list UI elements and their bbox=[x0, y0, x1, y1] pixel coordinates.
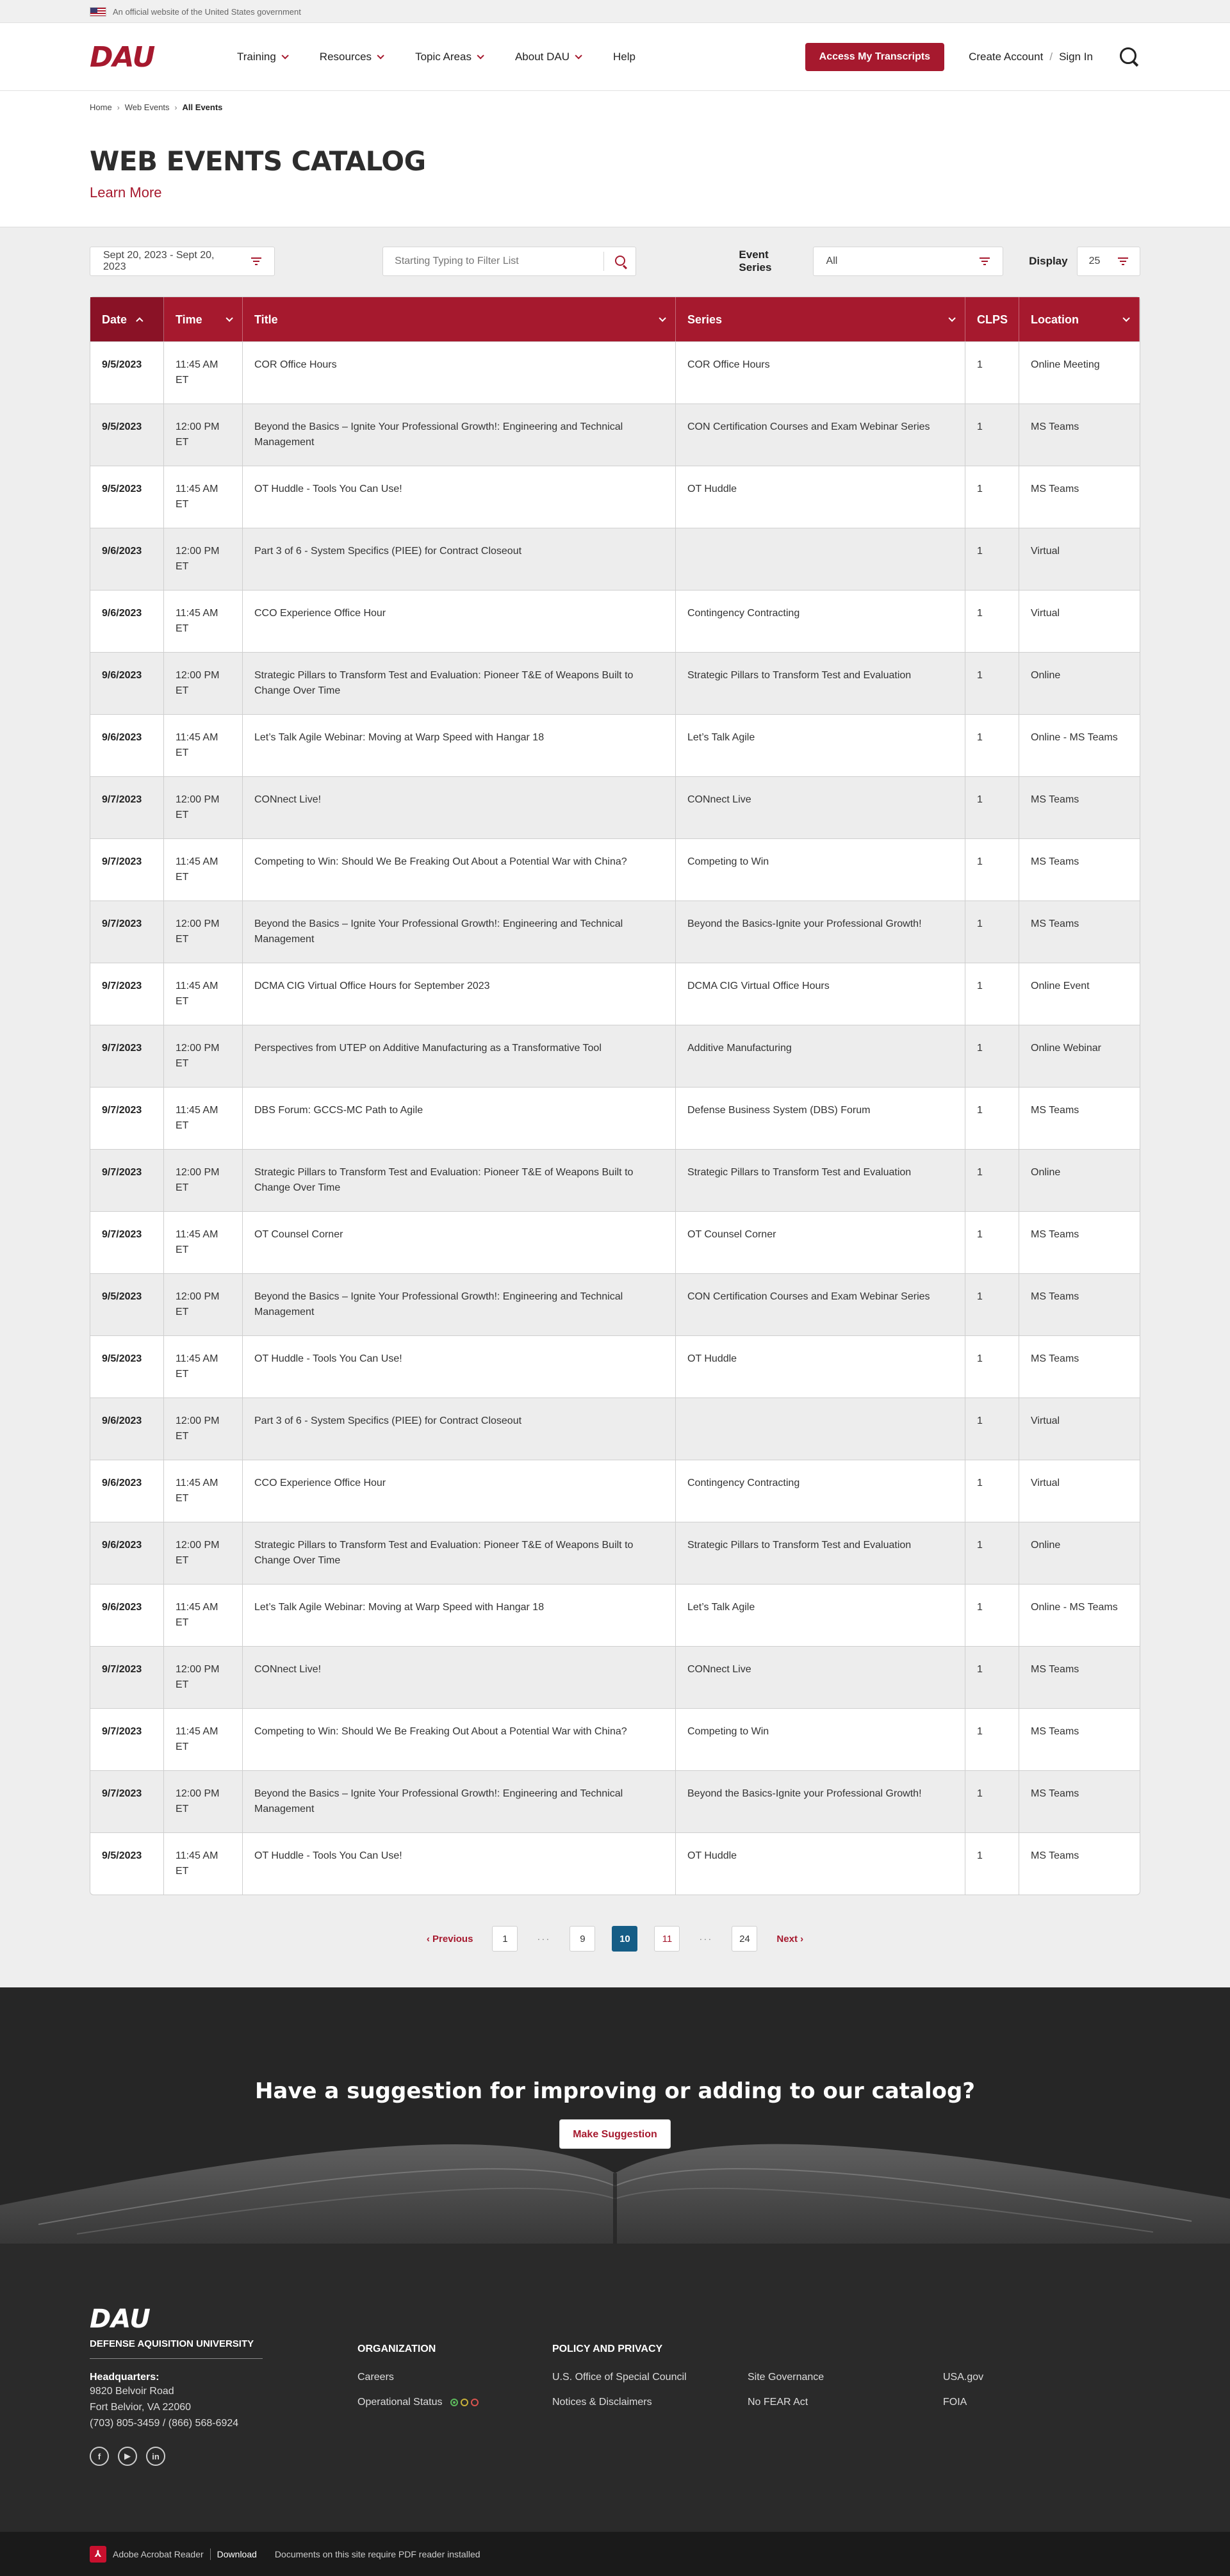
footer-policy-links bbox=[552, 2372, 1140, 2408]
table-row[interactable] bbox=[90, 715, 1140, 777]
table-row[interactable] bbox=[90, 1833, 1140, 1895]
cell-title[interactable]: DBS Forum: GCCS-MC Path to Agile bbox=[243, 1088, 676, 1149]
display-count-value: 25 bbox=[1088, 256, 1101, 266]
footer-careers-link[interactable]: Careers bbox=[357, 2372, 394, 2383]
cell-title[interactable]: Strategic Pillars to Transform Test and Evaluation: Pioneer T&E of Weapons Built to Change Over Time bbox=[243, 653, 676, 714]
cell-time: 11:45 AM ET bbox=[164, 963, 243, 1025]
cell-series bbox=[676, 1398, 965, 1460]
cell-title[interactable]: OT Counsel Corner bbox=[243, 1212, 676, 1273]
footer-foia-link[interactable]: FOIA bbox=[943, 2397, 967, 2408]
footer-osc-link[interactable]: U.S. Office of Special Council bbox=[552, 2372, 687, 2383]
cell-location: MS Teams bbox=[1031, 1850, 1079, 1861]
suggestion-banner bbox=[0, 1987, 1230, 2244]
display-count-select[interactable] bbox=[1077, 247, 1140, 276]
page-9[interactable]: 9 bbox=[570, 1926, 595, 1952]
date-range-filter[interactable] bbox=[90, 247, 275, 276]
cell-location: MS Teams bbox=[1031, 1664, 1079, 1675]
cell-location: MS Teams bbox=[1031, 794, 1079, 805]
chevron-down-icon bbox=[226, 314, 233, 322]
cell-date: 9/7/2023 bbox=[90, 1150, 164, 1211]
cell-time: 12:00 PM ET bbox=[164, 1771, 243, 1832]
page-title: WEB EVENTS CATALOG bbox=[90, 145, 426, 177]
cell-title[interactable]: Beyond the Basics – Ignite Your Professional Growth!: Engineering and Technical Management bbox=[243, 901, 676, 963]
social-links bbox=[90, 2447, 357, 2466]
cell-location: Online - MS Teams bbox=[1031, 732, 1118, 743]
catalog-section bbox=[0, 227, 1230, 1987]
cell-location: MS Teams bbox=[1031, 1105, 1079, 1116]
cell-title[interactable]: CCO Experience Office Hour bbox=[243, 1460, 676, 1522]
page-11[interactable]: 11 bbox=[654, 1926, 680, 1952]
cell-series: Competing to Win bbox=[676, 1709, 965, 1770]
cell-time: 12:00 PM ET bbox=[164, 1398, 243, 1460]
page-24[interactable]: 24 bbox=[732, 1926, 757, 1952]
table-row[interactable] bbox=[90, 777, 1140, 839]
cell-location: Online - MS Teams bbox=[1031, 1602, 1118, 1613]
cell-location: Online bbox=[1031, 1540, 1061, 1551]
cell-location: MS Teams bbox=[1031, 1229, 1079, 1240]
cell-location: MS Teams bbox=[1031, 484, 1079, 494]
cell-title[interactable]: Part 3 of 6 - System Specifics (PIEE) for Contract Closeout bbox=[243, 1398, 676, 1460]
gov-banner bbox=[0, 0, 1230, 23]
breadcrumb-home[interactable]: Home bbox=[90, 102, 112, 112]
filter-search-box bbox=[382, 247, 636, 276]
suggestion-heading: Have a suggestion for improving or adding to our catalog? bbox=[254, 2078, 976, 2104]
cell-clps: 1 bbox=[965, 1336, 1019, 1398]
filter-search-input[interactable] bbox=[383, 247, 603, 275]
cell-series: Contingency Contracting bbox=[676, 591, 965, 652]
cell-date: 9/7/2023 bbox=[90, 1709, 164, 1770]
footer-address-line: 9820 Belvoir Road bbox=[90, 2386, 174, 2397]
cell-series: COR Office Hours bbox=[676, 342, 965, 404]
column-header-location[interactable]: Location bbox=[1019, 297, 1140, 341]
cell-date: 9/7/2023 bbox=[90, 1025, 164, 1087]
linkedin-icon[interactable]: in bbox=[146, 2447, 165, 2466]
cell-time: 11:45 AM ET bbox=[164, 591, 243, 652]
table-body bbox=[90, 342, 1140, 1895]
cell-title[interactable]: Perspectives from UTEP on Additive Manufacturing as a Transformative Tool bbox=[243, 1025, 676, 1087]
table-row[interactable] bbox=[90, 653, 1140, 715]
dau-logo[interactable]: DAU bbox=[90, 40, 155, 74]
cell-date: 9/6/2023 bbox=[90, 591, 164, 652]
nav-help[interactable]: Help bbox=[613, 51, 636, 63]
cell-date: 9/7/2023 bbox=[90, 963, 164, 1025]
cell-clps: 1 bbox=[965, 901, 1019, 963]
cell-series: Additive Manufacturing bbox=[676, 1025, 965, 1087]
table-row[interactable] bbox=[90, 1274, 1140, 1336]
cell-series: OT Huddle bbox=[676, 1336, 965, 1398]
cell-title[interactable]: OT Huddle - Tools You Can Use! bbox=[243, 1833, 676, 1895]
chevron-down-icon bbox=[1122, 314, 1129, 322]
cell-date: 9/5/2023 bbox=[90, 466, 164, 528]
column-header-title[interactable]: Title bbox=[243, 297, 676, 341]
page-1[interactable]: 1 bbox=[492, 1926, 518, 1952]
cell-location: MS Teams bbox=[1031, 1353, 1079, 1364]
main-nav bbox=[237, 51, 636, 63]
cell-series: Let’s Talk Agile bbox=[676, 1585, 965, 1646]
cell-time: 12:00 PM ET bbox=[164, 1274, 243, 1335]
nav-about-dau[interactable]: About DAU bbox=[515, 51, 580, 63]
cell-clps: 1 bbox=[965, 1771, 1019, 1832]
table-row[interactable] bbox=[90, 466, 1140, 528]
footer-operational-status[interactable]: Operational Status bbox=[357, 2397, 552, 2408]
search-icon[interactable] bbox=[1119, 46, 1140, 68]
nav-resources[interactable]: Resources bbox=[320, 51, 382, 63]
event-series-value: All bbox=[826, 256, 838, 266]
next-page-link[interactable]: Next › bbox=[776, 1933, 804, 1944]
cell-location: Virtual bbox=[1031, 1478, 1060, 1488]
cell-time: 11:45 AM ET bbox=[164, 839, 243, 901]
cell-location: MS Teams bbox=[1031, 1291, 1079, 1302]
cell-date: 9/6/2023 bbox=[90, 653, 164, 714]
cell-series: Beyond the Basics-Ignite your Professional Growth! bbox=[676, 1771, 965, 1832]
nav-training[interactable]: Training bbox=[237, 51, 286, 63]
column-header-date[interactable]: Date bbox=[90, 297, 164, 341]
cell-title[interactable]: CCO Experience Office Hour bbox=[243, 591, 676, 652]
cell-time: 11:45 AM ET bbox=[164, 715, 243, 776]
column-header-series[interactable]: Series bbox=[676, 297, 965, 341]
access-transcripts-button[interactable]: Access My Transcripts bbox=[805, 43, 944, 71]
display-label: Display bbox=[1029, 255, 1068, 267]
cell-clps: 1 bbox=[965, 777, 1019, 838]
footer-org-heading: ORGANIZATION bbox=[357, 2344, 436, 2354]
chevron-down-icon bbox=[948, 314, 955, 322]
table-header bbox=[90, 297, 1140, 342]
footer-address-line: Fort Belvior, VA 22060 bbox=[90, 2402, 192, 2413]
column-header-time[interactable]: Time bbox=[164, 297, 243, 341]
cell-time: 11:45 AM ET bbox=[164, 1833, 243, 1895]
cell-clps: 1 bbox=[965, 1398, 1019, 1460]
create-account-link[interactable]: Create Account bbox=[969, 51, 1044, 63]
filter-icon bbox=[1118, 257, 1128, 265]
cell-time: 12:00 PM ET bbox=[164, 1647, 243, 1708]
page-10-current[interactable]: 10 bbox=[612, 1926, 637, 1952]
pdf-reader-note: Documents on this site require PDF reader installed bbox=[274, 2548, 480, 2559]
cell-time: 12:00 PM ET bbox=[164, 653, 243, 714]
cell-time: 11:45 AM ET bbox=[164, 342, 243, 404]
site-header bbox=[0, 23, 1230, 91]
footer-notices-link[interactable]: Notices & Disclaimers bbox=[552, 2397, 652, 2408]
cell-location: Online bbox=[1031, 1167, 1061, 1178]
cell-date: 9/7/2023 bbox=[90, 777, 164, 838]
event-series-label: Event Series bbox=[739, 249, 772, 273]
cell-title[interactable]: Beyond the Basics – Ignite Your Professional Growth!: Engineering and Technical Management bbox=[243, 1771, 676, 1832]
footer-no-fear-link[interactable]: No FEAR Act bbox=[748, 2397, 808, 2408]
filter-icon bbox=[980, 257, 990, 265]
cell-time: 11:45 AM ET bbox=[164, 1336, 243, 1398]
cell-date: 9/6/2023 bbox=[90, 528, 164, 590]
cell-clps: 1 bbox=[965, 653, 1019, 714]
cell-clps: 1 bbox=[965, 1709, 1019, 1770]
cell-location: Virtual bbox=[1031, 608, 1060, 619]
footer-phone: (703) 805-3459 / (866) 568-6924 bbox=[90, 2418, 239, 2429]
table-row[interactable] bbox=[90, 901, 1140, 963]
sort-ascending-icon bbox=[136, 317, 143, 324]
table-row[interactable] bbox=[90, 1522, 1140, 1585]
footer-dau-logo[interactable]: DAU bbox=[90, 2304, 151, 2334]
footer-site-governance-link[interactable]: Site Governance bbox=[748, 2372, 824, 2383]
breadcrumb-web-events[interactable]: Web Events bbox=[124, 102, 170, 112]
table-row[interactable] bbox=[90, 404, 1140, 466]
cell-date: 9/5/2023 bbox=[90, 404, 164, 466]
gov-banner-text: An official website of the United States government bbox=[113, 6, 301, 17]
cell-clps: 1 bbox=[965, 1088, 1019, 1149]
cell-clps: 1 bbox=[965, 1585, 1019, 1646]
account-links bbox=[969, 51, 1093, 63]
chevron-down-icon bbox=[281, 52, 288, 59]
cell-clps: 1 bbox=[965, 963, 1019, 1025]
adobe-pdf-icon: ⅄ bbox=[90, 2546, 106, 2563]
cell-clps: 1 bbox=[965, 591, 1019, 652]
filter-icon bbox=[251, 257, 261, 265]
cell-time: 11:45 AM ET bbox=[164, 466, 243, 528]
previous-page-link[interactable]: ‹ Previous bbox=[426, 1933, 473, 1944]
us-flag-icon bbox=[90, 7, 106, 17]
cell-time: 12:00 PM ET bbox=[164, 528, 243, 590]
cell-clps: 1 bbox=[965, 1522, 1019, 1584]
cell-clps: 1 bbox=[965, 1150, 1019, 1211]
cell-date: 9/6/2023 bbox=[90, 1398, 164, 1460]
pdf-reader-bar bbox=[0, 2532, 1230, 2576]
pagination bbox=[90, 1926, 1140, 1952]
make-suggestion-button[interactable]: Make Suggestion bbox=[559, 2119, 671, 2149]
table-row[interactable] bbox=[90, 1398, 1140, 1460]
cell-series: Contingency Contracting bbox=[676, 1460, 965, 1522]
download-reader-link[interactable]: Download bbox=[217, 2548, 257, 2559]
chevron-right-icon: › bbox=[174, 102, 177, 112]
cell-location: MS Teams bbox=[1031, 856, 1079, 867]
site-footer bbox=[0, 2244, 1230, 2532]
cell-series: CON Certification Courses and Exam Webinar Series bbox=[676, 404, 965, 466]
cell-time: 11:45 AM ET bbox=[164, 1088, 243, 1149]
filter-bar bbox=[90, 247, 1140, 276]
cell-title[interactable]: Strategic Pillars to Transform Test and Evaluation: Pioneer T&E of Weapons Built to Change Over Time bbox=[243, 1522, 676, 1584]
breadcrumb bbox=[90, 102, 1140, 112]
cell-time: 11:45 AM ET bbox=[164, 1212, 243, 1273]
cell-time: 11:45 AM ET bbox=[164, 1585, 243, 1646]
cell-title[interactable]: COR Office Hours bbox=[243, 342, 676, 404]
cell-series: CONnect Live bbox=[676, 777, 965, 838]
cell-title[interactable]: Beyond the Basics – Ignite Your Professional Growth!: Engineering and Technical Management bbox=[243, 1274, 676, 1335]
cell-date: 9/7/2023 bbox=[90, 1647, 164, 1708]
cell-time: 12:00 PM ET bbox=[164, 901, 243, 963]
cell-series: OT Huddle bbox=[676, 466, 965, 528]
cell-title[interactable]: Let’s Talk Agile Webinar: Moving at Warp Speed with Hangar 18 bbox=[243, 1585, 676, 1646]
cell-date: 9/5/2023 bbox=[90, 1274, 164, 1335]
cell-title[interactable]: Competing to Win: Should We Be Freaking Out About a Potential War with China? bbox=[243, 1709, 676, 1770]
table-row[interactable] bbox=[90, 1150, 1140, 1212]
cell-time: 12:00 PM ET bbox=[164, 404, 243, 466]
cell-time: 12:00 PM ET bbox=[164, 777, 243, 838]
column-header-clps[interactable]: CLPS bbox=[965, 297, 1019, 341]
cell-location: MS Teams bbox=[1031, 918, 1079, 929]
cell-title[interactable]: CONnect Live! bbox=[243, 1647, 676, 1708]
cell-location: Online Webinar bbox=[1031, 1043, 1101, 1054]
cell-location: MS Teams bbox=[1031, 1726, 1079, 1737]
pagination-ellipsis: ··· bbox=[699, 1933, 713, 1944]
cell-title[interactable]: OT Huddle - Tools You Can Use! bbox=[243, 1336, 676, 1398]
cell-location: Online Event bbox=[1031, 981, 1090, 991]
cell-location: Virtual bbox=[1031, 1415, 1060, 1426]
cell-date: 9/6/2023 bbox=[90, 715, 164, 776]
footer-hq-label: Headquarters: bbox=[90, 2372, 160, 2383]
cell-time: 11:45 AM ET bbox=[164, 1460, 243, 1522]
event-series-select[interactable] bbox=[813, 247, 1004, 276]
cell-location: Virtual bbox=[1031, 546, 1060, 557]
cell-date: 9/7/2023 bbox=[90, 1212, 164, 1273]
cell-series bbox=[676, 528, 965, 590]
cell-title[interactable]: Competing to Win: Should We Be Freaking Out About a Potential War with China? bbox=[243, 839, 676, 901]
cell-series: DCMA CIG Virtual Office Hours bbox=[676, 963, 965, 1025]
cell-series: Let’s Talk Agile bbox=[676, 715, 965, 776]
cell-clps: 1 bbox=[965, 1460, 1019, 1522]
cell-clps: 1 bbox=[965, 466, 1019, 528]
breadcrumb-current: All Events bbox=[182, 102, 223, 112]
cell-clps: 1 bbox=[965, 342, 1019, 404]
cell-title[interactable]: Beyond the Basics – Ignite Your Professional Growth!: Engineering and Technical Management bbox=[243, 404, 676, 466]
table-row[interactable] bbox=[90, 1212, 1140, 1274]
cell-series: Defense Business System (DBS) Forum bbox=[676, 1088, 965, 1149]
table-row[interactable] bbox=[90, 342, 1140, 404]
table-row[interactable] bbox=[90, 1088, 1140, 1150]
pagination-ellipsis: ··· bbox=[537, 1933, 551, 1944]
cell-time: 11:45 AM ET bbox=[164, 1709, 243, 1770]
cell-series: OT Counsel Corner bbox=[676, 1212, 965, 1273]
cell-location: Online bbox=[1031, 670, 1061, 681]
footer-university-name: DEFENSE AQUISITION UNIVERSITY bbox=[90, 2338, 263, 2359]
cell-clps: 1 bbox=[965, 1647, 1019, 1708]
cell-date: 9/6/2023 bbox=[90, 1460, 164, 1522]
cell-date: 9/5/2023 bbox=[90, 342, 164, 404]
cell-clps: 1 bbox=[965, 528, 1019, 590]
cell-series: Competing to Win bbox=[676, 839, 965, 901]
cell-series: CON Certification Courses and Exam Webinar Series bbox=[676, 1274, 965, 1335]
youtube-icon[interactable]: ▶ bbox=[118, 2447, 137, 2466]
cell-location: MS Teams bbox=[1031, 421, 1079, 432]
table-row[interactable] bbox=[90, 528, 1140, 591]
cell-title[interactable]: Part 3 of 6 - System Specifics (PIEE) for Contract Closeout bbox=[243, 528, 676, 590]
chevron-down-icon bbox=[477, 52, 484, 59]
cell-clps: 1 bbox=[965, 839, 1019, 901]
chevron-right-icon: › bbox=[117, 102, 120, 112]
cell-clps: 1 bbox=[965, 715, 1019, 776]
chevron-down-icon bbox=[377, 52, 384, 59]
learn-more-link[interactable]: Learn More bbox=[90, 184, 162, 200]
account-separator: / bbox=[1049, 51, 1053, 63]
cell-series: Strategic Pillars to Transform Test and Evaluation bbox=[676, 1150, 965, 1211]
status-indicator-icon bbox=[450, 2399, 479, 2406]
cell-location: MS Teams bbox=[1031, 1788, 1079, 1799]
table-row[interactable] bbox=[90, 1709, 1140, 1771]
cell-title[interactable]: Let’s Talk Agile Webinar: Moving at Warp Speed with Hangar 18 bbox=[243, 715, 676, 776]
cell-location: Online Meeting bbox=[1031, 359, 1100, 370]
table-row[interactable] bbox=[90, 1336, 1140, 1398]
cell-series: Strategic Pillars to Transform Test and Evaluation bbox=[676, 653, 965, 714]
table-row[interactable] bbox=[90, 1647, 1140, 1709]
cell-title[interactable]: Strategic Pillars to Transform Test and Evaluation: Pioneer T&E of Weapons Built to Change Over Time bbox=[243, 1150, 676, 1211]
divider bbox=[210, 2548, 211, 2560]
acrobat-reader-label: Adobe Acrobat Reader bbox=[113, 2548, 204, 2559]
cell-series: OT Huddle bbox=[676, 1833, 965, 1895]
cell-date: 9/5/2023 bbox=[90, 1336, 164, 1398]
footer-policy-heading: POLICY AND PRIVACY bbox=[552, 2344, 663, 2354]
cell-clps: 1 bbox=[965, 1833, 1019, 1895]
facebook-icon[interactable]: f bbox=[90, 2447, 109, 2466]
cell-series: Strategic Pillars to Transform Test and Evaluation bbox=[676, 1522, 965, 1584]
table-row[interactable] bbox=[90, 1771, 1140, 1833]
cell-date: 9/7/2023 bbox=[90, 839, 164, 901]
cell-time: 12:00 PM ET bbox=[164, 1025, 243, 1087]
cell-date: 9/7/2023 bbox=[90, 1771, 164, 1832]
cell-clps: 1 bbox=[965, 1274, 1019, 1335]
events-table bbox=[90, 297, 1140, 1895]
cell-date: 9/6/2023 bbox=[90, 1585, 164, 1646]
chevron-down-icon bbox=[575, 52, 582, 59]
date-range-value: Sept 20, 2023 - Sept 20, 2023 bbox=[103, 250, 215, 272]
cell-date: 9/6/2023 bbox=[90, 1522, 164, 1584]
table-row[interactable] bbox=[90, 591, 1140, 653]
chevron-down-icon bbox=[659, 314, 666, 322]
table-row[interactable] bbox=[90, 963, 1140, 1025]
sign-in-link[interactable]: Sign In bbox=[1059, 51, 1093, 63]
cell-series: Beyond the Basics-Ignite your Professional Growth! bbox=[676, 901, 965, 963]
cell-series: CONnect Live bbox=[676, 1647, 965, 1708]
cell-date: 9/7/2023 bbox=[90, 1088, 164, 1149]
cell-time: 12:00 PM ET bbox=[164, 1522, 243, 1584]
cell-clps: 1 bbox=[965, 404, 1019, 466]
cell-clps: 1 bbox=[965, 1025, 1019, 1087]
footer-usagov-link[interactable]: USA.gov bbox=[943, 2372, 984, 2383]
table-row[interactable] bbox=[90, 1025, 1140, 1088]
table-row[interactable] bbox=[90, 1460, 1140, 1522]
cell-date: 9/5/2023 bbox=[90, 1833, 164, 1895]
cell-title[interactable]: DCMA CIG Virtual Office Hours for September 2023 bbox=[243, 963, 676, 1025]
search-icon[interactable] bbox=[603, 252, 636, 271]
cell-title[interactable]: OT Huddle - Tools You Can Use! bbox=[243, 466, 676, 528]
cell-time: 12:00 PM ET bbox=[164, 1150, 243, 1211]
cell-clps: 1 bbox=[965, 1212, 1019, 1273]
table-row[interactable] bbox=[90, 1585, 1140, 1647]
table-row[interactable] bbox=[90, 839, 1140, 901]
cell-date: 9/7/2023 bbox=[90, 901, 164, 963]
nav-topic-areas[interactable]: Topic Areas bbox=[415, 51, 482, 63]
cell-title[interactable]: CONnect Live! bbox=[243, 777, 676, 838]
